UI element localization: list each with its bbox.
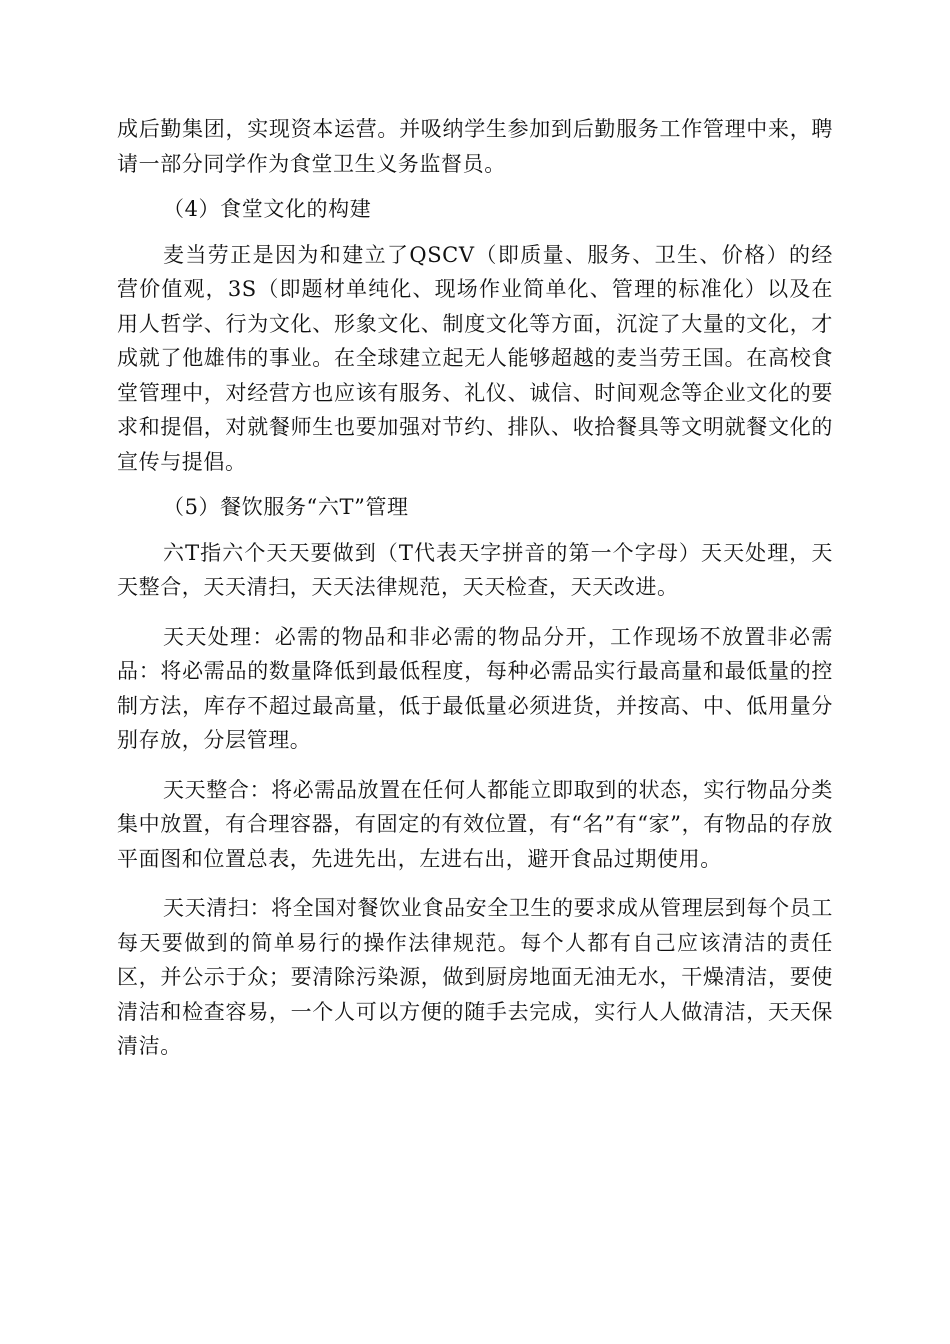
paragraph-daily-cleaning: 天天清扫：将全国对餐饮业食品安全卫生的要求成从管理层到每个员工每天要做到的简单易行的操作法律规范。每个人都有自己应该清洁的责任区，并公示于众；要清除污染源，做到厨房地面无油无水，干燥清洁，要使清洁和检查容易，一个人可以方便的随手去完成，实行人人做清洁，天天保清洁。 (117, 896, 833, 1058)
section-heading-six-t: （5）餐饮服务“六T”管理 (163, 495, 409, 519)
paragraph-daily-handling: 天天处理：必需的物品和非必需的物品分开，工作现场不放置非必需品：将必需品的数量降低到最低程度，每种必需品实行最高量和最低量的控制方法，库存不超过最高量，低于最低量必须进货，并按高、中、低用量分别存放，分层管理。 (117, 624, 833, 752)
section-heading-canteen-culture: （4）食堂文化的构建 (163, 197, 372, 221)
paragraph-mcdonalds-culture: 麦当劳正是因为和建立了QSCV（即质量、服务、卫生、价格）的经营价值观，3S（即题材单纯化、现场作业简单化、管理的标准化）以及在用人哲学、行为文化、形象文化、制度文化等方面，沉淀了大量的文化，才成就了他雄伟的事业。在全球建立起无人能够超越的麦当劳王国。在高校食堂管理中，对经营方也应该有服务、礼仪、诚信、时间观念等企业文化的要求和提倡，对就餐师生也要加强对节约、排队、收拾餐具等文明就餐文化的宣传与提倡。 (117, 242, 833, 474)
document-body (117, 112, 833, 1064)
paragraph-daily-arrangement: 天天整合：将必需品放置在任何人都能立即取到的状态，实行物品分类集中放置，有合理容器，有固定的有效位置，有“名”有“家”，有物品的存放平面图和位置总表，先进先出，左进右出，避开食品过期使用。 (117, 777, 833, 871)
paragraph-continuation: 成后勤集团，实现资本运营。并吸纳学生参加到后勤服务工作管理中来，聘请一部分同学作为食堂卫生义务监督员。 (117, 117, 833, 176)
paragraph-six-t-intro: 六T指六个天天要做到（T代表天字拼音的第一个字母）天天处理，天天整合，天天清扫，天天法律规范，天天检查，天天改进。 (117, 540, 833, 599)
